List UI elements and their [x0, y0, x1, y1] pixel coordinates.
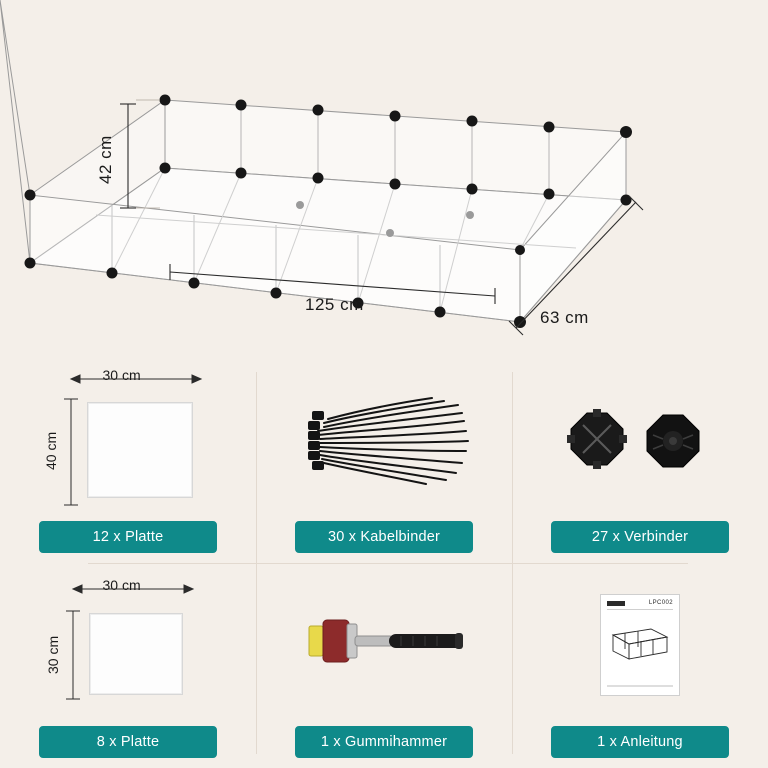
part-label-manual: 1 x Anleitung — [551, 726, 729, 758]
plate-30-panel — [89, 613, 183, 695]
part-label-cable-ties: 30 x Kabelbinder — [295, 521, 473, 553]
part-cell-mallet — [256, 563, 512, 768]
mallet-illustration — [256, 563, 512, 726]
manual-rule — [607, 609, 673, 610]
dimension-length: 125 cm — [305, 295, 364, 314]
part-cell-plate-30 — [0, 563, 256, 768]
plate-40-panel — [87, 402, 193, 498]
parts-grid — [0, 358, 768, 768]
connectors-illustration — [512, 358, 768, 521]
part-label-connectors: 27 x Verbinder — [551, 521, 729, 553]
manual-illustration — [512, 563, 768, 726]
part-cell-plate-40 — [0, 358, 256, 563]
manual-cage-thumbnail — [607, 621, 673, 663]
dimension-height: 42 cm — [96, 135, 115, 185]
plate-30-height-label: 30 cm — [44, 635, 61, 675]
plate-30-width-label: 30 cm — [102, 577, 141, 593]
connectors-drawing — [555, 395, 725, 485]
part-label-plate-30: 8 x Platte — [39, 726, 217, 758]
plate-40-height-label: 40 cm — [42, 431, 59, 471]
plate-40-width-label: 30 cm — [102, 367, 141, 383]
part-label-plate-40: 12 x Platte — [39, 521, 217, 553]
part-cell-cable-ties — [256, 358, 512, 563]
part-cell-connectors — [512, 358, 768, 563]
instruction-booklet — [600, 594, 680, 696]
manual-logo — [607, 601, 625, 606]
cage-diagram — [0, 0, 768, 360]
plate-40-illustration — [0, 358, 256, 521]
manual-footer-rule — [607, 685, 673, 687]
part-cell-manual — [512, 563, 768, 768]
dimension-depth: 63 cm — [540, 308, 589, 327]
part-label-mallet: 1 x Gummihammer — [295, 726, 473, 758]
rubber-mallet-drawing — [289, 600, 479, 690]
plate-30-illustration — [0, 563, 256, 726]
cable-ties-drawing — [294, 385, 474, 495]
manual-model-code: LPC002 — [648, 599, 673, 606]
cable-ties-illustration — [256, 358, 512, 521]
